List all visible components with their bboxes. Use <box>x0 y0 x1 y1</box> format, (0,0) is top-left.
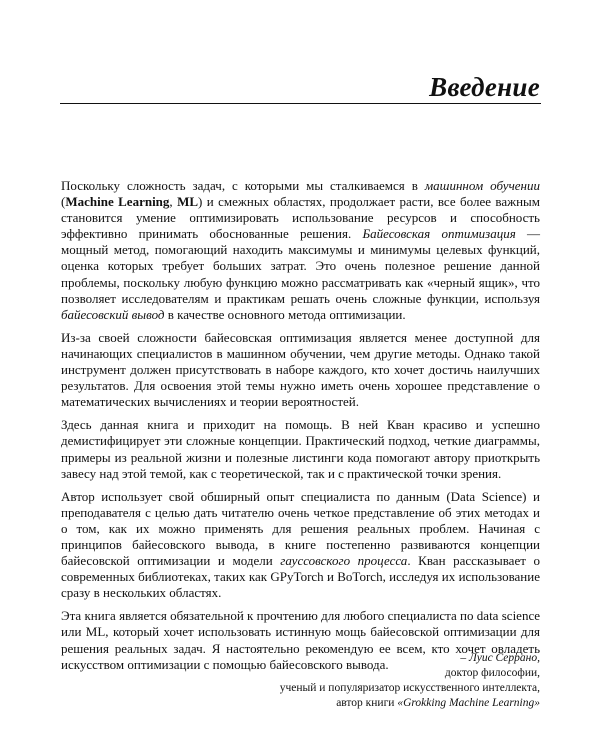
title-rule <box>60 103 541 104</box>
paragraph-text: Из-за своей сложности байесовская оптимизация является менее доступной для начинающих специалистов в машинном обучении, чем другие методы. Однако такой инструмент должен присутствовать в наборе каждого, кто хочет достичь наилучших результатов. Для освоения этой темы нужно иметь очень хорошее представление о математических вычислениях и теории вероятностей. <box>61 329 540 410</box>
paragraph-text: Эта книга является обязательной к прочтению для любого специалиста по data science или ML, который хочет использовать истинную мощь байесовской оптимизации для решения реальных задач. Я настоятельно рекомендую ее всем, кто хочет овладеть искусством оптимизации с помощью байесовского вывода. <box>61 608 540 672</box>
paragraph-text: ( <box>61 194 66 210</box>
paragraph-text: — мощный метод, помогающий находить максимумы и минимумы целевых функций, оценка которых требует больших затрат. Это очень полезное решение данной проблемы, поскольку любую функцию можно рассматривать как «черный ящик», что позволяет исследователям и практикам решать очень сложные функции, используя <box>61 226 540 306</box>
term-bayesian-inference: байесовский вывод <box>61 306 165 322</box>
paragraph-1 <box>61 178 540 323</box>
paragraph-text: Автор использует свой обширный опыт специалиста по данным (Data Science) и преподавателя с целью дать читателю очень четкое представление об этих методах и о том, как их можно применять для решения реальных проблем. Начиная с принципов байесовского вывода, в книге постепенно развиваются концепции байесовской оптимизации и модели <box>61 488 540 569</box>
paragraph-text: Здесь данная книга и приходит на помощь. В ней Кван красиво и успешно демистифицирует эти сложные концепции. Практический подход, четкие диаграммы, примеры из реальной жизни и полезные листинги кода помогают автору приоткрыть завесу над этой темой, как с теоретической, так и с практической точки зрения. <box>61 417 540 481</box>
paragraph-4 <box>61 489 540 602</box>
paragraph-3 <box>61 417 540 481</box>
signature-book <box>280 696 540 711</box>
signature-block <box>280 651 540 711</box>
paragraph-2 <box>61 330 540 410</box>
paragraph-text: Поскольку сложность задач, с которыми мы сталкиваемся в <box>61 178 425 193</box>
paragraph-text: . Кван рассказывает о современных библиотеках, таких как GPyTorch и BoTorch, исследуя их использование сразу в нескольких областях. <box>61 553 541 601</box>
signature-role: ученый и популяризатор искусственного интеллекта, <box>279 682 540 694</box>
term-ml-english: Machine Learning <box>65 194 170 210</box>
signature-name: – Луис Серрано, <box>460 652 540 664</box>
signature-book-title: «Grokking Machine Learning» <box>397 697 540 709</box>
term-bayesian-optimization: Байесовская оптимизация <box>362 226 516 242</box>
signature-book-prefix: автор книги <box>336 697 398 709</box>
term-gaussian-process: гауссовского процесса <box>280 553 408 569</box>
signature-degree: доктор философии, <box>444 667 540 679</box>
paragraph-text: ) и смежных областях, продолжает расти, все более важным становится умение оптимизировать использование ресурсов и способность эффективно принимать обоснованные решения. <box>61 194 541 242</box>
term-machine-learning: машинном обучении <box>424 178 540 193</box>
paragraph-text: в качестве основного метода оптимизации. <box>164 306 406 322</box>
paragraph-text: , <box>169 194 178 210</box>
foreword-body <box>61 178 540 680</box>
chapter-title: Введение <box>429 72 540 102</box>
term-ml-abbr: ML <box>177 194 199 210</box>
